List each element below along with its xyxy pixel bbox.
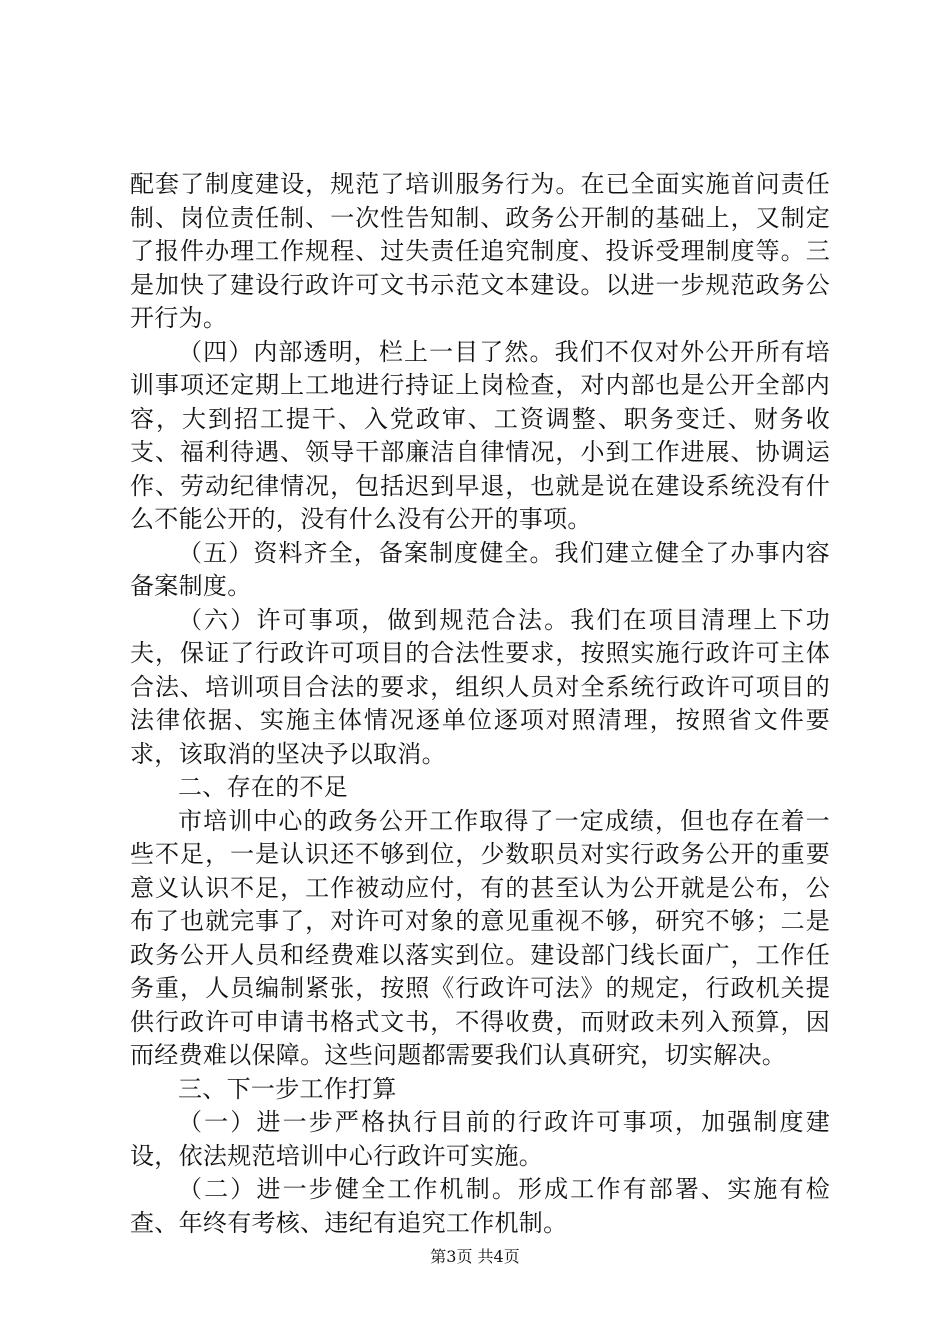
section-heading: 三、下一步工作打算	[178, 1074, 397, 1103]
paragraph: （五）资料齐全，备案制度健全。我们建立健全了办事内容备案制度。	[130, 538, 830, 600]
paragraph: （一）进一步严格执行目前的行政许可事项，加强制度建设，依法规范培训中心行政许可实施。	[130, 1108, 830, 1170]
paragraph: 市培训中心的政务公开工作取得了一定成绩，但也存在着一些不足，一是认识还不够到位，少数职员对实行政务公开的重要意义认识不足，工作被动应付，有的甚至认为公开就是公布，公布了也就完事了，对许可对象的意见重视不够，研究不够；二是政务公开人员和经费难以落实到位。建设部门线长面广，工作任务重，人员编制紧张，按照《行政许可法》的规定，行政机关提供行政许可申请书格式文书，不得收费，而财政未列入预算，因而经费难以保障。这些问题都需要我们认真研究，切实解决。	[130, 806, 830, 1069]
paragraph: （二）进一步健全工作机制。形成工作有部署、实施有检查、年终有考核、违纪有追究工作机制。	[130, 1175, 830, 1237]
document-body	[130, 168, 830, 1240]
page-number: 第3页 共4页	[430, 1247, 520, 1266]
paragraph: 配套了制度建设，规范了培训服务行为。在已全面实施首问责任制、岗位责任制、一次性告知制、政务公开制的基础上，又制定了报件办理工作规程、过失责任追究制度、投诉受理制度等。三是加快了建设行政许可文书示范文本建设。以进一步规范政务公开行为。	[130, 170, 830, 332]
section-heading: 二、存在的不足	[178, 773, 349, 801]
paragraph: （四）内部透明，栏上一目了然。我们不仅对外公开所有培训事项还定期上工地进行持证上岗检查，对内部也是公开全部内容，大到招工提干、入党政审、工资调整、职务变迁、财务收支、福利待遇、领导干部廉洁自律情况，小到工作进展、协调运作、劳动纪律情况，包括迟到早退，也就是说在建设系统没有什么不能公开的，没有什么没有公开的事项。	[130, 337, 830, 533]
page-footer	[0, 1247, 950, 1267]
paragraph: （六）许可事项，做到规范合法。我们在项目清理上下功夫，保证了行政许可项目的合法性要求，按照实施行政许可主体合法、培训项目合法的要求，组织人员对全系统行政许可项目的法律依据、实施主体情况逐单位逐项对照清理，按照省文件要求，该取消的坚决予以取消。	[130, 605, 830, 768]
